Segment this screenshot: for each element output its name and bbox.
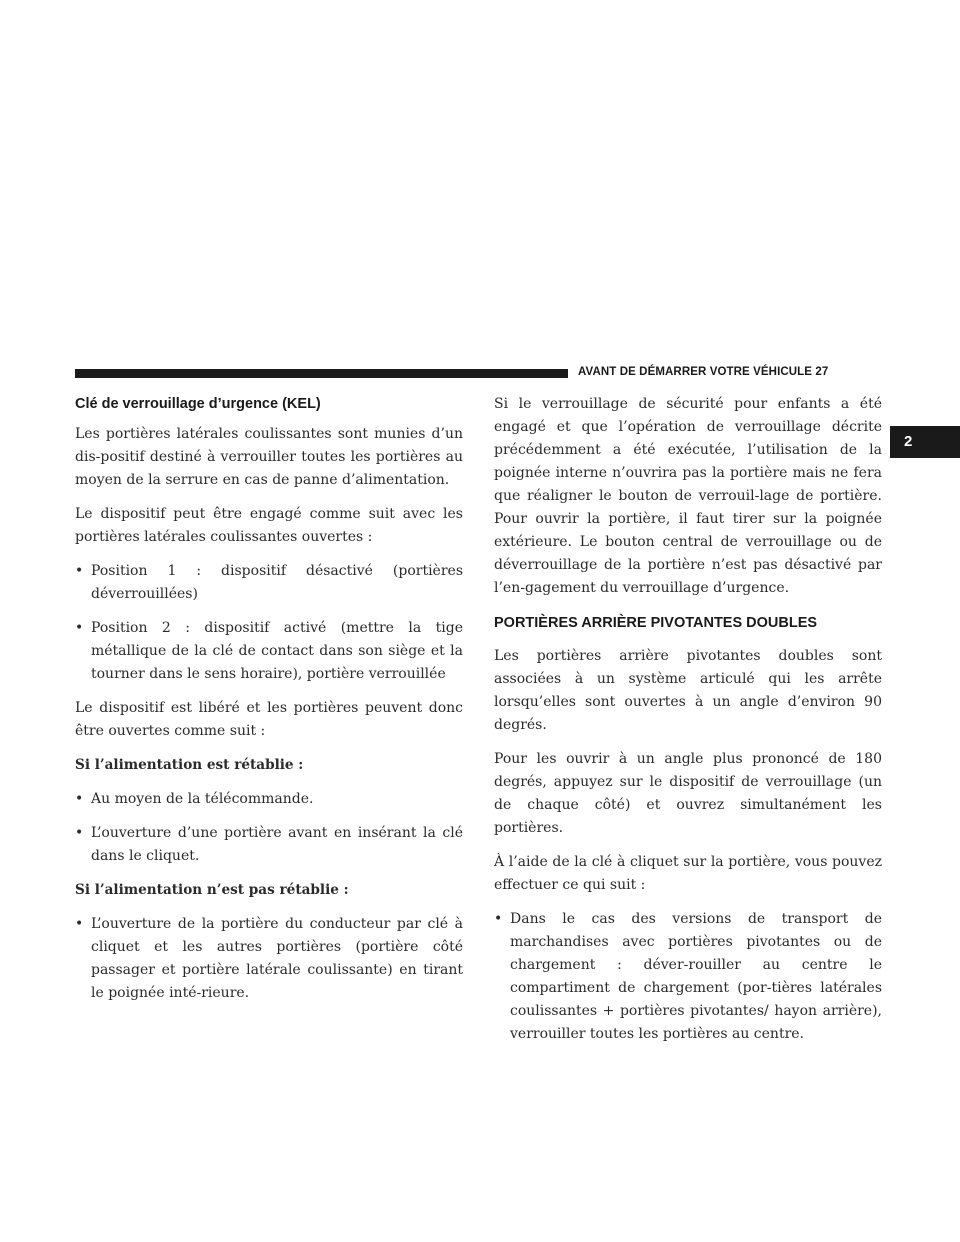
bullet-icon: • (75, 825, 84, 841)
paragraph: Les portières latérales coulissantes sont munies d’un dis-positif destiné à verrouiller toutes les portières au moyen de la serrure en cas de panne d’alimentation. (75, 426, 463, 488)
bullet-list (75, 560, 463, 686)
bullet-icon: • (75, 916, 84, 932)
paragraph: À l’aide de la clé à cliquet sur la portière, vous pouvez effectuer ce qui suit : (494, 854, 882, 893)
list-item: • Dans le cas des versions de transport de marchandises avec portières pivotantes ou de chargement : déver-rouiller au centre le compartiment de chargement (por-tières latérales coulissantes + portières pivotantes/ hayon arrière), verrouiller toutes les portières au centre. (494, 908, 882, 1046)
paragraph: Pour les ouvrir à un angle plus prononcé de 180 degrés, appuyez sur le dispositif de verrouillage (un de chaque côté) et ouvrez simultanément les portières. (494, 751, 882, 836)
paragraph: Si le verrouillage de sécurité pour enfants a été engagé et que l’opération de verrouillage décrite précédemment a été exécutée, l’utilisation de la poignée interne n’ouvrira pas la portière mais ne fera que réaligner le bouton de verrouil-lage de portière. Pour ouvrir la portière, il faut tirer sur la poignée extérieure. Le bouton central de verrouillage ou de déverrouillage de la portière n’est pas désactivé par l’en-gagement du verrouillage d’urgence. (494, 396, 882, 596)
bullet-icon: • (75, 563, 84, 579)
running-header: AVANT DE DÉMARRER VOTRE VÉHICULE 27 (578, 366, 829, 378)
section-heading: Clé de verrouillage d’urgence (KEL) (75, 396, 321, 412)
chapter-tab: 2 (890, 426, 960, 458)
list-item: • Au moyen de la télécommande. (75, 788, 463, 811)
bullet-icon: • (75, 620, 84, 636)
bullet-list (75, 913, 463, 1005)
subheading: Si l’alimentation est rétablie : (75, 757, 304, 773)
bullet-list (75, 788, 463, 868)
section-heading: PORTIÈRES ARRIÈRE PIVOTANTES DOUBLES (494, 615, 818, 631)
header-rule (75, 369, 568, 378)
list-item: • L’ouverture d’une portière avant en insérant la clé dans le cliquet. (75, 822, 463, 868)
bullet-list (494, 908, 882, 1046)
right-column (494, 393, 882, 1057)
bullet-icon: • (75, 791, 84, 807)
paragraph: Le dispositif peut être engagé comme suit avec les portières latérales coulissantes ouvertes : (75, 506, 463, 545)
left-column (75, 393, 463, 1016)
paragraph: Les portières arrière pivotantes doubles sont associées à un système articulé qui les arrête lorsqu’elles sont ouvertes à un angle d’environ 90 degrés. (494, 648, 882, 733)
subheading: Si l’alimentation n’est pas rétablie : (75, 882, 349, 898)
list-item: • L’ouverture de la portière du conducteur par clé à cliquet et les autres portières (portière côté passager et portière latérale coulissante) en tirant le poignée inté-rieure. (75, 913, 463, 1005)
paragraph: Le dispositif est libéré et les portières peuvent donc être ouvertes comme suit : (75, 700, 463, 739)
list-item: • Position 2 : dispositif activé (mettre la tige métallique de la clé de contact dans son siège et la tourner dans le sens horaire), portière verrouillée (75, 617, 463, 686)
list-item: • Position 1 : dispositif désactivé (portières déverrouillées) (75, 560, 463, 606)
bullet-icon: • (494, 911, 503, 927)
